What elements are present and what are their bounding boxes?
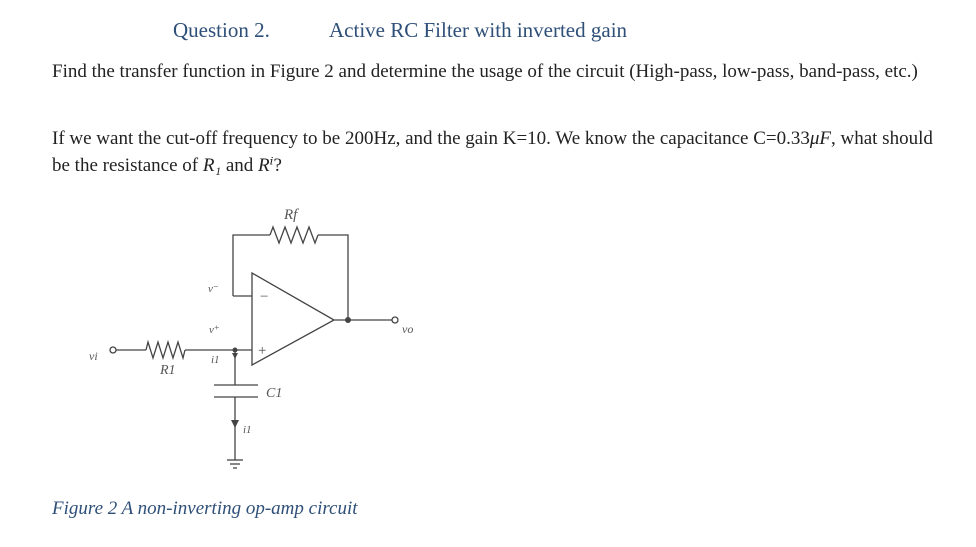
rf-resistor — [270, 227, 318, 243]
output-junction-dot — [345, 317, 351, 323]
rf-symbol: Rⁱ — [258, 155, 274, 176]
vo-label: vo — [402, 322, 414, 336]
c1-label: C1 — [266, 386, 283, 401]
paragraph-transfer-function: Find the transfer function in Figure 2 and determine the usage of the circuit (High-pass, low-pass, band-pass, etc.) — [52, 61, 918, 82]
current-arrow-i1-bottom — [231, 420, 239, 428]
output-terminal — [392, 317, 398, 323]
minus-sign: − — [260, 289, 269, 305]
paragraph-text-4: ? — [273, 155, 282, 176]
i1-label: i1 — [211, 354, 220, 366]
paragraph-text-3: and — [221, 155, 259, 176]
vminus-label: v⁻ — [208, 283, 219, 295]
plus-sign: + — [258, 343, 267, 359]
capacitance-unit: μF — [809, 128, 831, 149]
question-heading — [0, 18, 976, 48]
r1-label: R1 — [160, 363, 176, 378]
paragraph-text-2: , what should be the resistance of — [52, 128, 933, 176]
op-amp-circuit-diagram — [60, 195, 420, 485]
capacitor-junction-dot — [233, 348, 238, 353]
current-arrow-i1-top — [232, 353, 238, 359]
question-title: Active RC Filter with inverted gain — [329, 18, 628, 42]
input-terminal — [110, 347, 116, 353]
vi-label: vi — [89, 349, 98, 363]
r1-resistor — [146, 342, 185, 358]
feedback-wire-right — [318, 235, 348, 320]
i1-bottom-label: i1 — [243, 424, 252, 436]
paragraph-cutoff-requirements — [52, 125, 942, 179]
r1-symbol: R₁ — [202, 155, 222, 176]
paragraph-text-1: If we want the cut-off frequency to be 200Hz, and the gain K=10. We know the capacitance C=0.33 — [52, 128, 810, 149]
figure-caption: Figure 2 A non-inverting op-amp circuit — [52, 498, 358, 519]
vplus-label: v⁺ — [209, 324, 220, 336]
question-number: Question 2. — [173, 18, 270, 42]
rf-label: Rf — [284, 207, 298, 223]
